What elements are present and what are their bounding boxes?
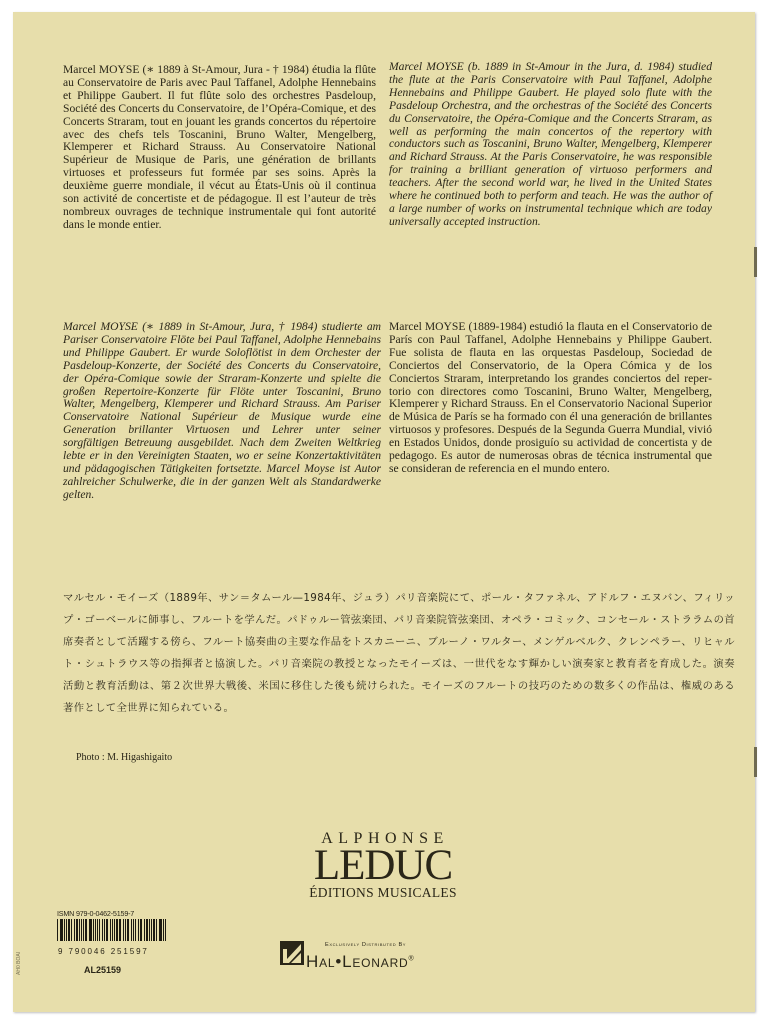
page-edge-mark: [754, 247, 757, 277]
publisher-logo: [283, 830, 483, 902]
barcode-icon: [57, 919, 167, 941]
photo-credit: Photo : M. Higashigaito: [76, 752, 173, 763]
publisher-logo-line3: ÉDITIONS MUSICALES: [309, 885, 457, 900]
back-cover-page: [13, 12, 755, 1012]
spine-code: AH0 BOAI: [16, 951, 22, 975]
hal-leonard-mark-icon: [280, 941, 304, 965]
distributor-name: [306, 952, 414, 972]
bio-french: Marcel MOYSE (∗ 1889 à St-Amour, Jura - † 1984) étudia la flûte au Conservatoire de Paris avec Paul Taffanel, Adolphe Hennebains et Philippe Gaubert. Il fut flûte solo des orchestres Pasdeloup, Société des Concerts du Conservatoire, de l’Opéra-Comique, et des Concerts Straram, tout en jouant les grands concertos du répertoire avec des chefs tels Toscanini, Bruno Walter, Mengelberg, Klemperer et Richard Strauss. Au Conservatoire National Supérieur de Musique de Paris, une génération de brillants virtuoses et professeurs fut formée par ses soins. Après la deuxième guerre mondiale, il vécut au États-Unis où il continua son activité de concertiste et de pédagogue. Il est l’auteur de très nombreux ouvrages de technique instrumentale qui font autorité dans le monde entier.: [63, 63, 376, 231]
barcode-block: [57, 909, 167, 975]
distributor-label: Exclusively Distributed By: [325, 942, 407, 948]
publisher-logo-line1: ALPHONSE: [321, 830, 449, 847]
publisher-logo-line2: LEDUC: [313, 842, 453, 889]
registered-mark: ®: [408, 955, 415, 963]
distributor-name-text: Hal•Leonard: [306, 952, 409, 971]
ismn-label: ISMN 979-0-0462-5159-7: [57, 909, 135, 918]
bio-japanese: マルセル・モイーズ（1889年、サン＝タムール—1984年、ジュラ）パリ音楽院にて、ポール・タファネル、アドルフ・エヌバン、フィリップ・ゴーベールに師事し、フルートを学んだ。パドゥルー管弦楽団、パリ音楽院管弦楽団、オペラ・コミック、コンセール・ストララムの首席奏者として活躍する傍ら、フルート協奏曲の主要な作品をトスカニーニ、ブルーノ・ワルター、メンゲルベルク、クレンペラー、リヒャルト・シュトラウス等の指揮者と協演した。パリ音楽院の教授となったモイーズは、一世代をなす輝かしい演奏家と教育者を育成した。演奏活動と教育活動は、第２次世界大戦後、米国に移住した後も続けられた。モイーズのフルートの技巧のための数多くの作品は、権威のある著作として全世界に知られている。: [63, 592, 735, 714]
barcode-digits: 9 790046 251597: [58, 947, 149, 956]
bio-english: Marcel MOYSE (b. 1889 in St-Amour in the Jura, d. 1984) studied the flute at the Paris Conservatoire with Paul Taffanel, Adolphe Hennebains and Philippe Gaubert. He played solo flute with the Pasdeloup Orchestra, and the orchestras of the Société des Concerts du Conservatoire, the Opéra-Comique and the Concerts Straram, as well as performing the main concertos of the repertory with conductors such as Toscanini, Bruno Walter, Mengelberg, Klemperer and Richard Strauss. At the Paris Conservatoire, he was responsible for training a brilliant generation of virtuoso performers and teachers. After the second world war, he lived in the United States where he continued both to perform and teach. He was the author of a large number of works on instrumental technique which are today universally accepted instruction.: [389, 60, 712, 228]
bio-spanish: Marcel MOYSE (1889-1984) estudió la flauta en el Conservatorio de París con Paul Taffanel, Adolphe Hennebains y Philippe Gaubert. Fue solista de flauta en las orquestas Pasdeloup, Sociedad de Conciertos del Conservatorio, de la Opera Cómica y de los Conciertos Straram, interpretando los grandes conciertos del repertorio con directores como Toscanini, Bruno Walter, Mengelberg, Klemperer y Richard Strauss. En el Conservatorio Nacional Superior de Música de París se ha formado con él una generación de brillantes virtuosos y profesores. Después de la Segunda Guerra Mundial, vivió en Estados Unidos, donde prosiguío su actividad de concertista y de pedagogo. Es autor de numerosas obras de técnica instrumental que se consideran de referencia en el mundo entero.: [389, 320, 712, 475]
hal-leonard-logo: [280, 938, 510, 972]
page-edge-mark: [754, 747, 757, 777]
catalog-code: AL25159: [84, 965, 122, 975]
bio-german: Marcel MOYSE (∗ 1889 in St-Amour, Jura, † 1984) studierte am Pariser Conservatoire Flöte bei Paul Taffanel, Adolphe Hennebains und Philippe Gaubert. Er wurde Soloflötist in dem Orchester der Pasdeloup-Konzerte, der Société des Concerts du Conservatoire, der Opéra-Comique sowie der Straram-Konzerte und spielte die großen Repertoire-Konzerte für Flöte unter Toscanini, Bruno Walter, Mengelberg, Klemperer und Richard Strauss. Am Pariser Conservatoire National Supérieur de Musique wurde eine Generation brillanter Virtuosen und Lehrer unter seiner sorgfältigen Betreuung ausgebildet. Nach dem Zweiten Weltkrieg lebte er in den Vereinigten Staaten, wo er seine Konzertaktivitäten und pädagogischen Tätigkeiten fortsetzte. Marcel Moyse ist Autor zahlreicher Schulwerke, die in der ganzen Welt als Standardwerke gelten.: [63, 320, 381, 501]
